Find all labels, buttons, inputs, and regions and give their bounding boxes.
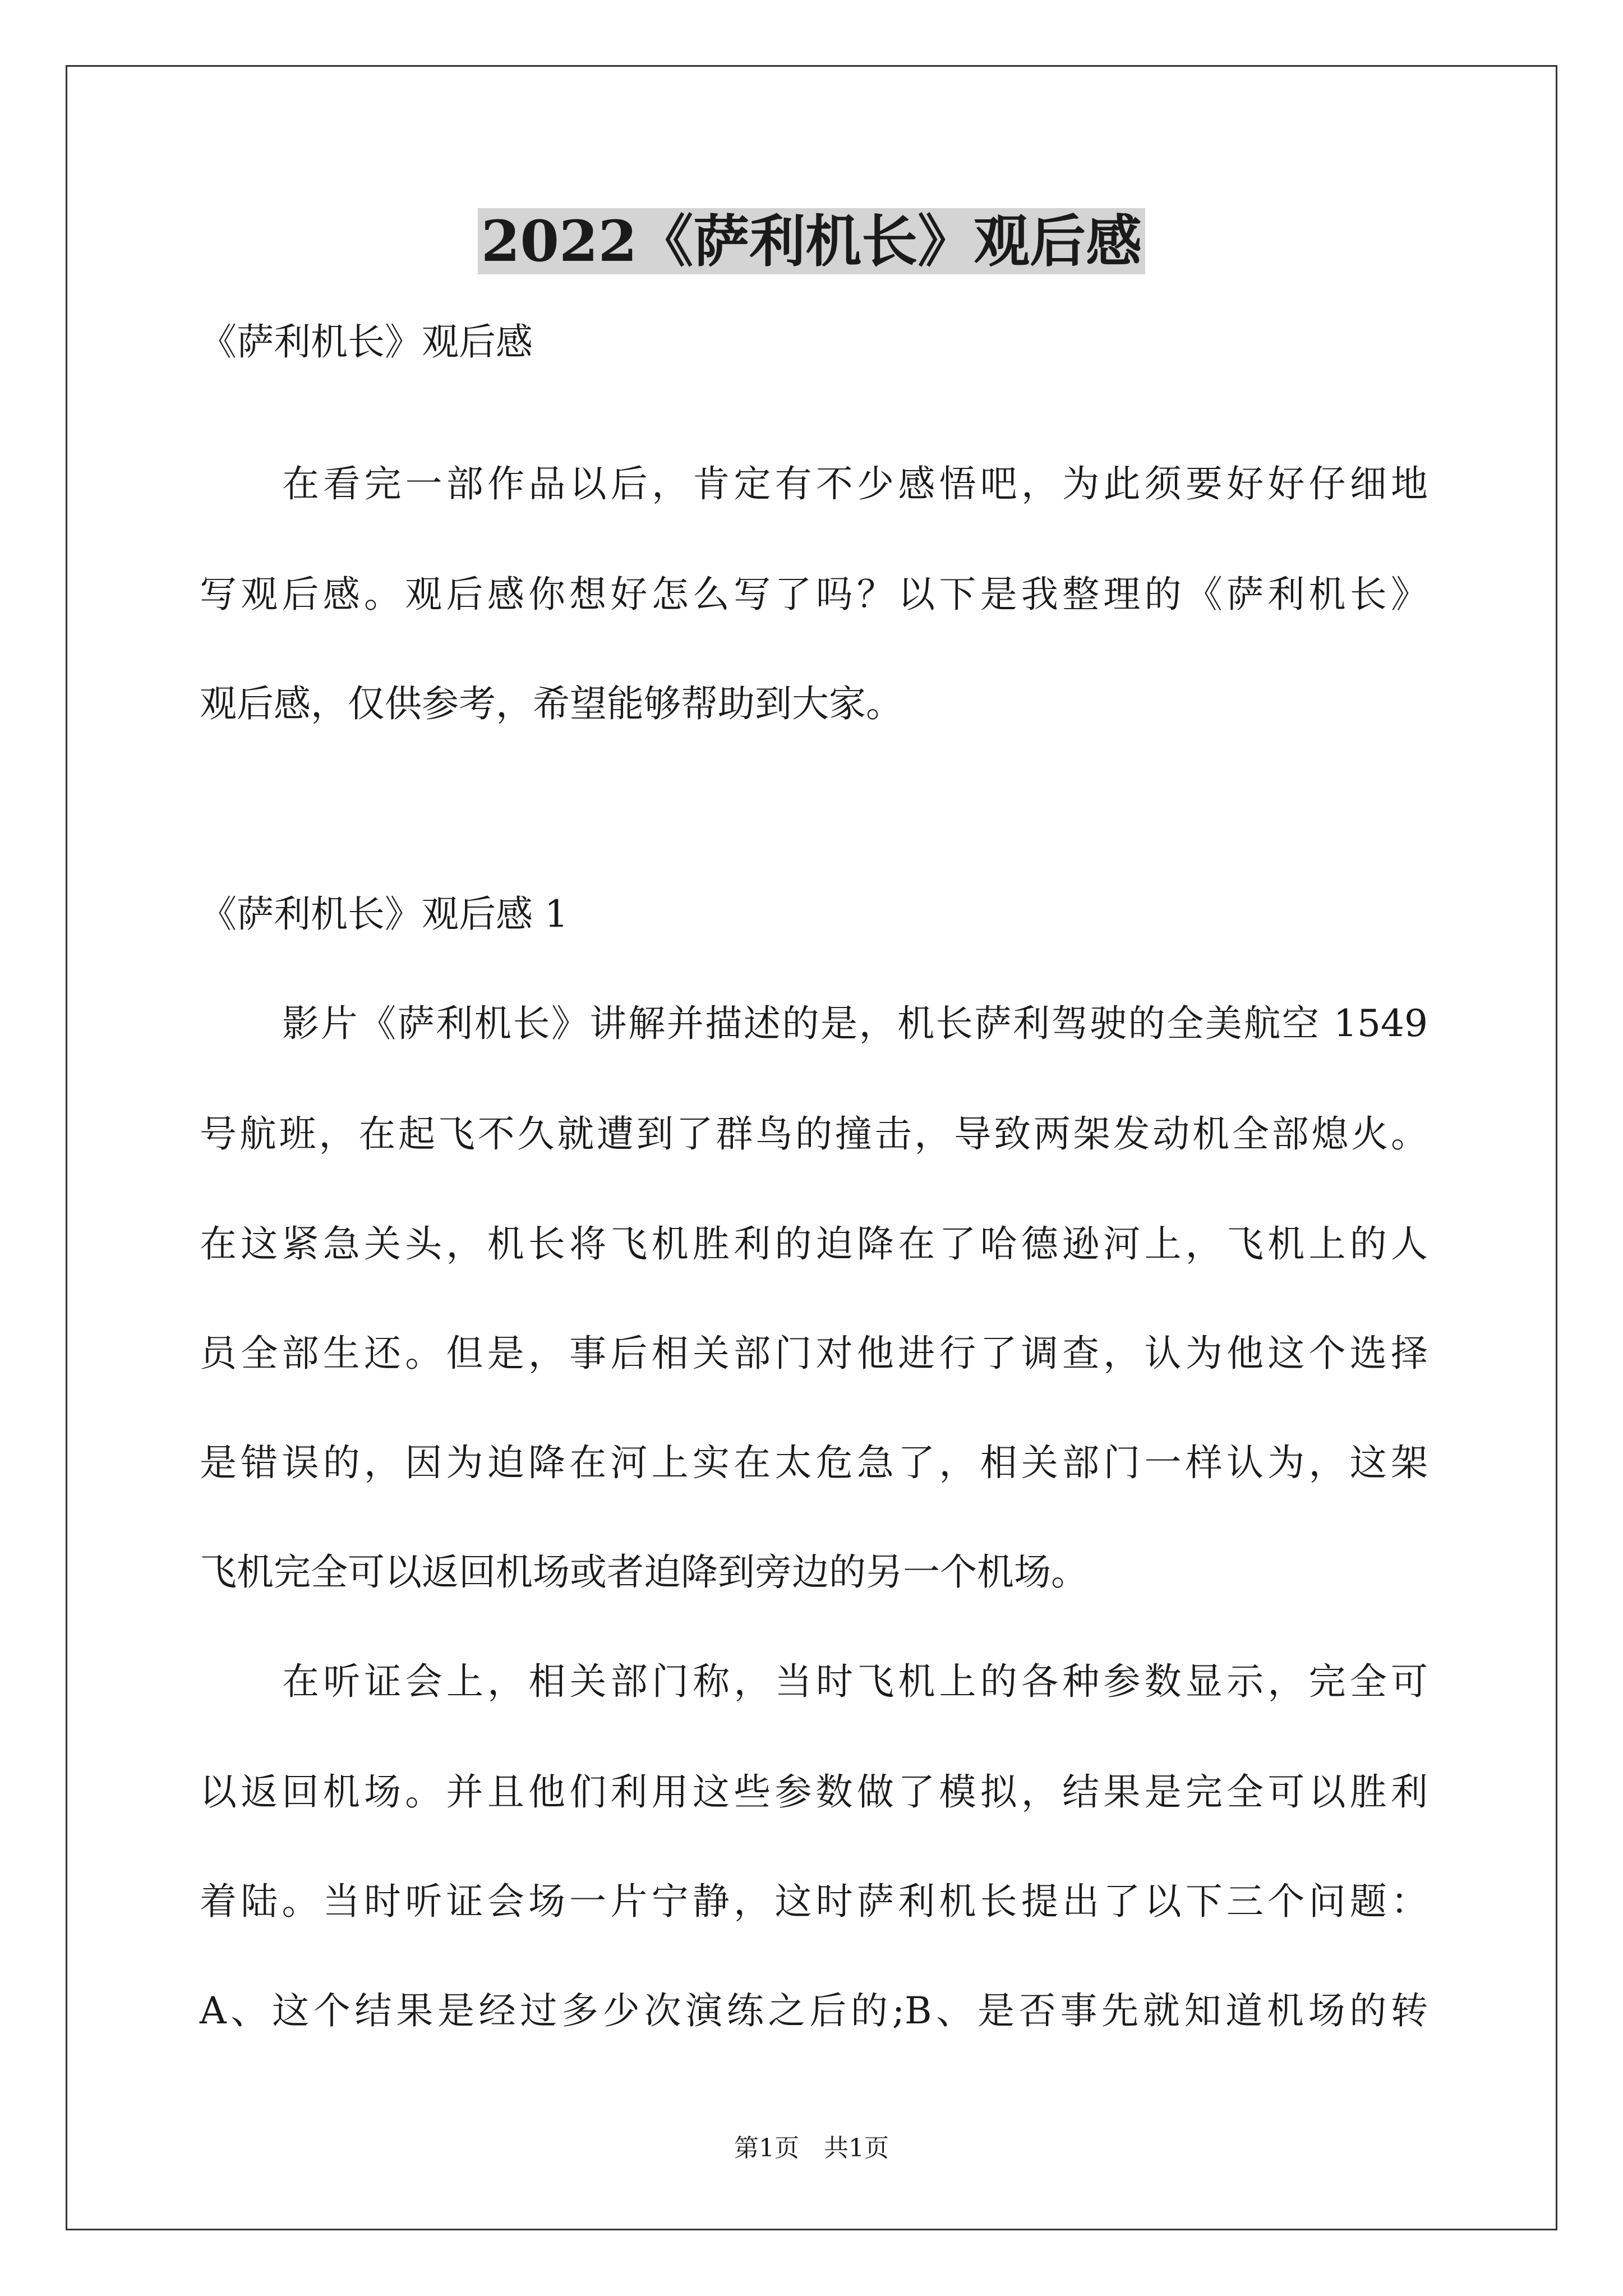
paragraph-line: 是错误的，因为迫降在河上实在太危急了，相关部门一样认为，这架: [200, 1441, 1428, 1484]
intro-line: 观后感，仅供参考，希望能够帮助到大家。: [200, 682, 903, 725]
paragraph-line: 影片《萨利机长》讲解并描述的是，机长萨利驾驶的全美航空 1549: [282, 1002, 1428, 1045]
paragraph-line: 飞机完全可以返回机场或者迫降到旁边的另一个机场。: [200, 1550, 1088, 1594]
intro-line: 在看完一部作品以后，肯定有不少感悟吧，为此须要好好仔细地: [282, 462, 1428, 505]
paragraph-line: 号航班，在起飞不久就遭到了群鸟的撞击，导致两架发动机全部熄火。: [200, 1112, 1428, 1156]
document-subtitle: 《萨利机长》观后感: [200, 320, 533, 364]
paragraph-line: 着陆。当时听证会场一片宁静，这时萨利机长提出了以下三个问题：: [200, 1880, 1428, 1923]
paragraph-line: 以返回机场。并且他们利用这些参数做了模拟，结果是完全可以胜利: [200, 1770, 1428, 1814]
paragraph-line: 在听证会上，相关部门称，当时飞机上的各种参数显示，完全可: [282, 1660, 1428, 1703]
paragraph-line: 员全部生还。但是，事后相关部门对他进行了调查，认为他这个选择: [200, 1332, 1428, 1375]
page-footer: 第1页 共1页: [734, 2134, 889, 2162]
document-title: 2022《萨利机长》观后感: [0, 202, 1623, 280]
section-heading: 《萨利机长》观后感 1: [200, 892, 568, 936]
intro-line: 写观后感。观后感你想好怎么写了吗？以下是我整理的《萨利机长》: [200, 573, 1428, 616]
paragraph-line: A、这个结果是经过多少次演练之后的;B、是否事先就知道机场的转: [200, 1989, 1428, 2032]
paragraph-line: 在这紧急关头，机长将飞机胜利的迫降在了哈德逊河上，飞机上的人: [200, 1222, 1428, 1266]
